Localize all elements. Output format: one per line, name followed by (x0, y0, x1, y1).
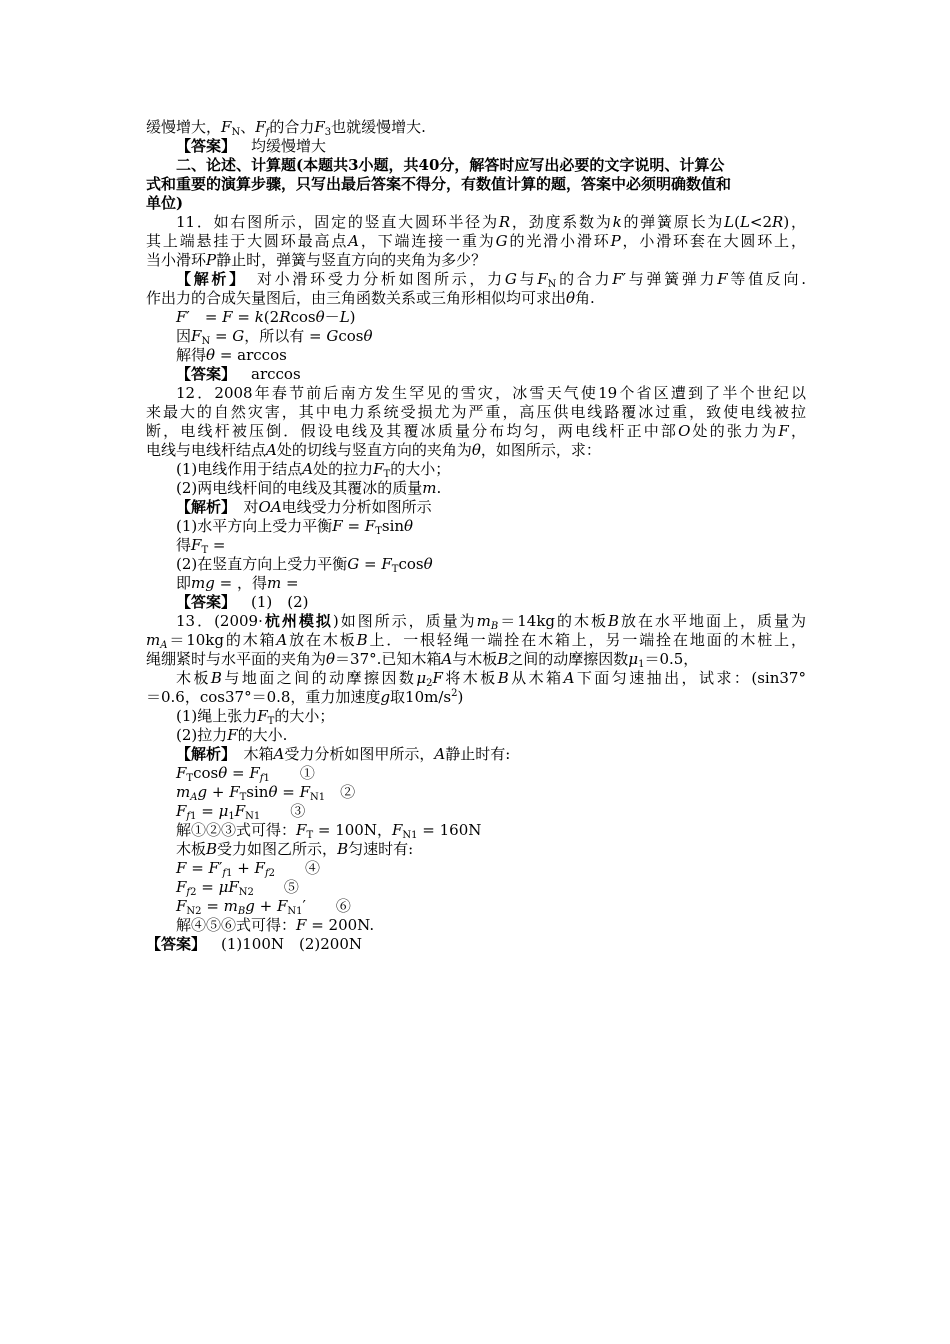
section-heading: 二、论述、计算题(本题共3小题，共40分，解答时应写出必要的文字说明、计算公 (176, 156, 725, 174)
answer-line (146, 365, 806, 384)
question-13-part: (1)绳上张力$F_T$的大小； (176, 707, 335, 727)
analysis-tag: 【解析】 (176, 270, 240, 288)
question-12-line: 断，电线杆被压倒．假设电线及其覆冰质量分布均匀，两电线杆正中部O处的张力为F， (146, 422, 806, 440)
equation-line: 木板B受力如图乙所示，B匀速时有: (176, 840, 414, 858)
equation-line: $F_{N2} = m_Bg + F_{N1}'$ ⑥ (176, 897, 351, 917)
equation-line: 解④⑤⑥式可得：F = 200N. (176, 916, 375, 934)
analysis-line: 【解析】 对小滑环受力分析如图所示，力G与$F_N$的合力F′与弹簧弹力F等值反向. (176, 270, 806, 290)
answer-text: (1) (2) (251, 593, 309, 611)
question-12-line: 12．2008年春节前后南方发生罕见的雪灾，冰雪天气使19个省区遭到了半个世纪以 (176, 384, 806, 402)
question-11-line: 其上端悬挂于大圆环最高点A，下端连接一重为G的光滑小滑环P，小滑环套在大圆环上， (146, 232, 806, 250)
question-12-part: (1)电线作用于结点A处的拉力$F_T$的大小； (176, 460, 451, 480)
analysis-line: 【解析】 木箱A受力分析如图甲所示，A静止时有: (176, 745, 511, 763)
equation-line: (1)水平方向上受力平衡$F = F_T\sin\theta$ (176, 517, 414, 537)
question-13-line: 木板B与地面之间的动摩擦因数$\mu_2F$将木板B从木箱A下面匀速抽出，试求：(sin37° (176, 669, 806, 689)
answer-text: 均缓慢增大 (251, 137, 327, 155)
answer-tag: 【答案】 (176, 137, 237, 155)
question-11-line: 当小滑环P静止时，弹簧与竖直方向的夹角为多少？ (146, 251, 487, 269)
section-heading-cont: 单位) (146, 194, 184, 212)
equation-line: 得$F_T$ = (176, 536, 226, 556)
answer-tag: 【答案】 (176, 365, 237, 383)
answer-line (146, 137, 806, 156)
question-13-part: (2)拉力F的大小. (176, 726, 288, 744)
question-12-line: 来最大的自然灾害，其中电力系统受损尤为严重，高压供电线路覆冰过重，致使电线被拉 (146, 403, 806, 421)
question-12-part: (2)两电线杆间的电线及其覆冰的质量m. (176, 479, 442, 497)
analysis-line: 【解析】 对OA电线受力分析如图所示 (176, 498, 432, 516)
equation-line: 解①②③式可得：$F_T = 100N$，$F_{N1} = 160N$ (176, 821, 482, 841)
answer-line (146, 593, 806, 612)
document-page (146, 118, 806, 954)
equation-line: F′ = F = k(2Rcosθ－L) (176, 308, 356, 326)
answer-line (146, 935, 806, 954)
equation-line: $m_Ag + F_T\sin\theta = F_{N1}$ ② (176, 783, 356, 803)
answer-text: (1)100N (2)200N (221, 935, 363, 953)
question-13-line: 13．(2009·杭州模拟)如图所示，质量为$m_B=14kg$的木板B放在水平地面上，质量为 (176, 612, 806, 632)
question-13-line: $m_A=10kg$的木箱A放在木板B上．一根轻绳一端拴在木箱上，另一端拴在地面的木桩上， (146, 631, 806, 651)
equation-line: $F_T\cos\theta = F_{f1}$ ① (176, 764, 315, 784)
answer-tag: 【答案】 (146, 935, 207, 953)
answer-text: arccos (251, 365, 301, 383)
section-heading-cont: 式和重要的演算步骤，只写出最后答案不得分，有数值计算的题，答案中必须明确数值和 (146, 175, 732, 193)
analysis-tag: 【解析】 (176, 498, 229, 516)
analysis-line: 作出力的合成矢量图后，由三角函数关系或三角形相似均可求出θ角. (146, 289, 595, 307)
question-13-line: ＝0.6，cos37°＝0.8，重力加速度g取$10m/s^2$) (146, 688, 464, 706)
analysis-tag: 【解析】 (176, 745, 229, 763)
equation-line: 因$F_N = G$，所以有 = Gcosθ (176, 327, 373, 347)
equation-line: 即mg = ，得m = (176, 574, 299, 592)
answer-tag: 【答案】 (176, 593, 237, 611)
question-13-line: 绳绷紧时与水平面的夹角为θ＝37°.已知木箱A与木板B之间的动摩擦因数$\mu_1=0.5$， (146, 650, 699, 670)
equation-line: $F_{f1} = \mu_1F_{N1}$ ③ (176, 802, 306, 822)
equation-line: $F = F'_{f1} + F_{f2}$ ④ (176, 859, 321, 879)
text-line: 缓慢增大，$F_N$、$F_f$的合力$F_3$也就缓慢增大. (146, 118, 426, 138)
equation-line: 解得θ = arccos (176, 346, 287, 364)
equation-line: (2)在竖直方向上受力平衡$G = F_T\cos\theta$ (176, 555, 433, 575)
question-12-line: 电线与电线杆结点A处的切线与竖直方向的夹角为θ，如图所示，求： (146, 441, 601, 459)
question-11-line: 11．如右图所示，固定的竖直大圆环半径为R，劲度系数为k的弹簧原长为L(L<2R)， (176, 213, 806, 231)
equation-line: $F_{f2} = \mu F_{N2}$ ⑤ (176, 878, 299, 898)
